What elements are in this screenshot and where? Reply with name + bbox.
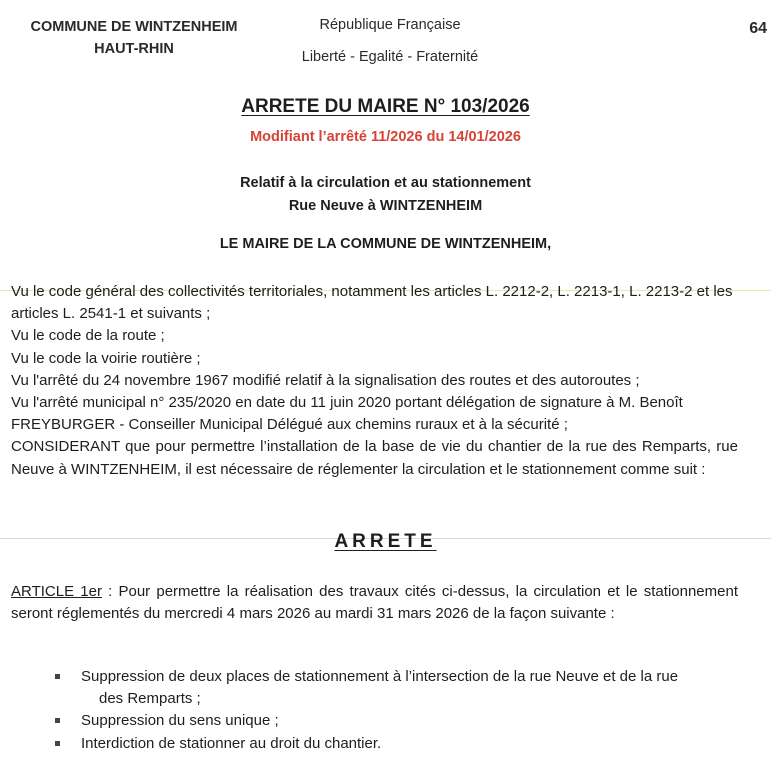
bullet-square-icon bbox=[55, 718, 60, 723]
article-1 bbox=[11, 581, 738, 625]
measure-text: Suppression de deux places de stationnement à l’intersection de la rue Neuve et de la rue bbox=[81, 668, 679, 685]
subject-line-2: Rue Neuve à WINTZENHEIM bbox=[288, 198, 483, 214]
department-name: HAUT-RHIN bbox=[94, 41, 174, 57]
decree-title bbox=[0, 96, 771, 118]
bullet-square-icon bbox=[55, 674, 60, 679]
commune-name: COMMUNE DE WINTZENHEIM bbox=[30, 19, 238, 35]
article-1-text: : Pour permettre la réalisation des travaux cités ci-dessus, la circulation et le stationnement seront réglementés du mercredi 4 mars 2026 au mardi 31 mars 2026 de la façon suivante : bbox=[11, 583, 738, 623]
subject-line-1: Relatif à la circulation et au stationnement bbox=[240, 175, 531, 191]
republic-motto: Liberté - Egalité - Fraternité bbox=[301, 49, 479, 65]
measure-text: Suppression du sens unique ; bbox=[81, 712, 279, 730]
consideration-item: Vu le code de la route ; bbox=[11, 327, 165, 345]
consideration-item: Vu le code la voirie routière ; bbox=[11, 349, 201, 367]
decree-modifies: Modifiant l’arrêté 11/2026 du 14/01/2026 bbox=[250, 129, 521, 145]
consideration-item: Vu l'arrêté du 24 novembre 1967 modifié relatif à la signalisation des routes et des autoroutes ; bbox=[11, 371, 640, 389]
measure-text: Interdiction de stationner au droit du chantier. bbox=[81, 734, 382, 752]
commune-header bbox=[0, 16, 268, 60]
measures-list bbox=[52, 666, 742, 755]
consideration-item: Vu le code général des collectivités territoriales, notamment les articles L. 2212-2, L. 2213-1, L. 2213-2 et les articles L. 2541-1 et suivants ; bbox=[11, 283, 733, 323]
considerations-block bbox=[11, 281, 738, 481]
authority-line: LE MAIRE DE LA COMMUNE DE WINTZENHEIM, bbox=[219, 236, 552, 252]
measure-item bbox=[52, 733, 742, 755]
decree-title-text: ARRETE DU MAIRE N° 103/2026 bbox=[241, 96, 530, 117]
republic-label: République Française bbox=[319, 17, 461, 33]
arrete-heading-text: ARRETE bbox=[334, 531, 437, 552]
bullet-square-icon bbox=[55, 741, 60, 746]
arrete-heading bbox=[0, 531, 771, 553]
consideration-item: CONSIDERANT que pour permettre l’installation de la base de vie du chantier de la rue des Remparts, rue Neuve à WINTZENHEIM, il est nécessaire de réglementer la circulation et le stationnement comme suit : bbox=[11, 438, 738, 478]
article-1-label: ARTICLE 1er bbox=[11, 583, 102, 600]
measure-item bbox=[52, 666, 742, 710]
measure-item bbox=[52, 710, 742, 732]
consideration-item: Vu l'arrêté municipal n° 235/2020 en date du 11 juin 2020 portant délégation de signature à M. Benoît FREYBURGER - Conseiller Municipal Délégué aux chemins ruraux et à la sécurité ; bbox=[11, 394, 683, 434]
page-number: 64 bbox=[749, 20, 767, 37]
measure-text-continued: des Remparts ; bbox=[99, 690, 201, 708]
